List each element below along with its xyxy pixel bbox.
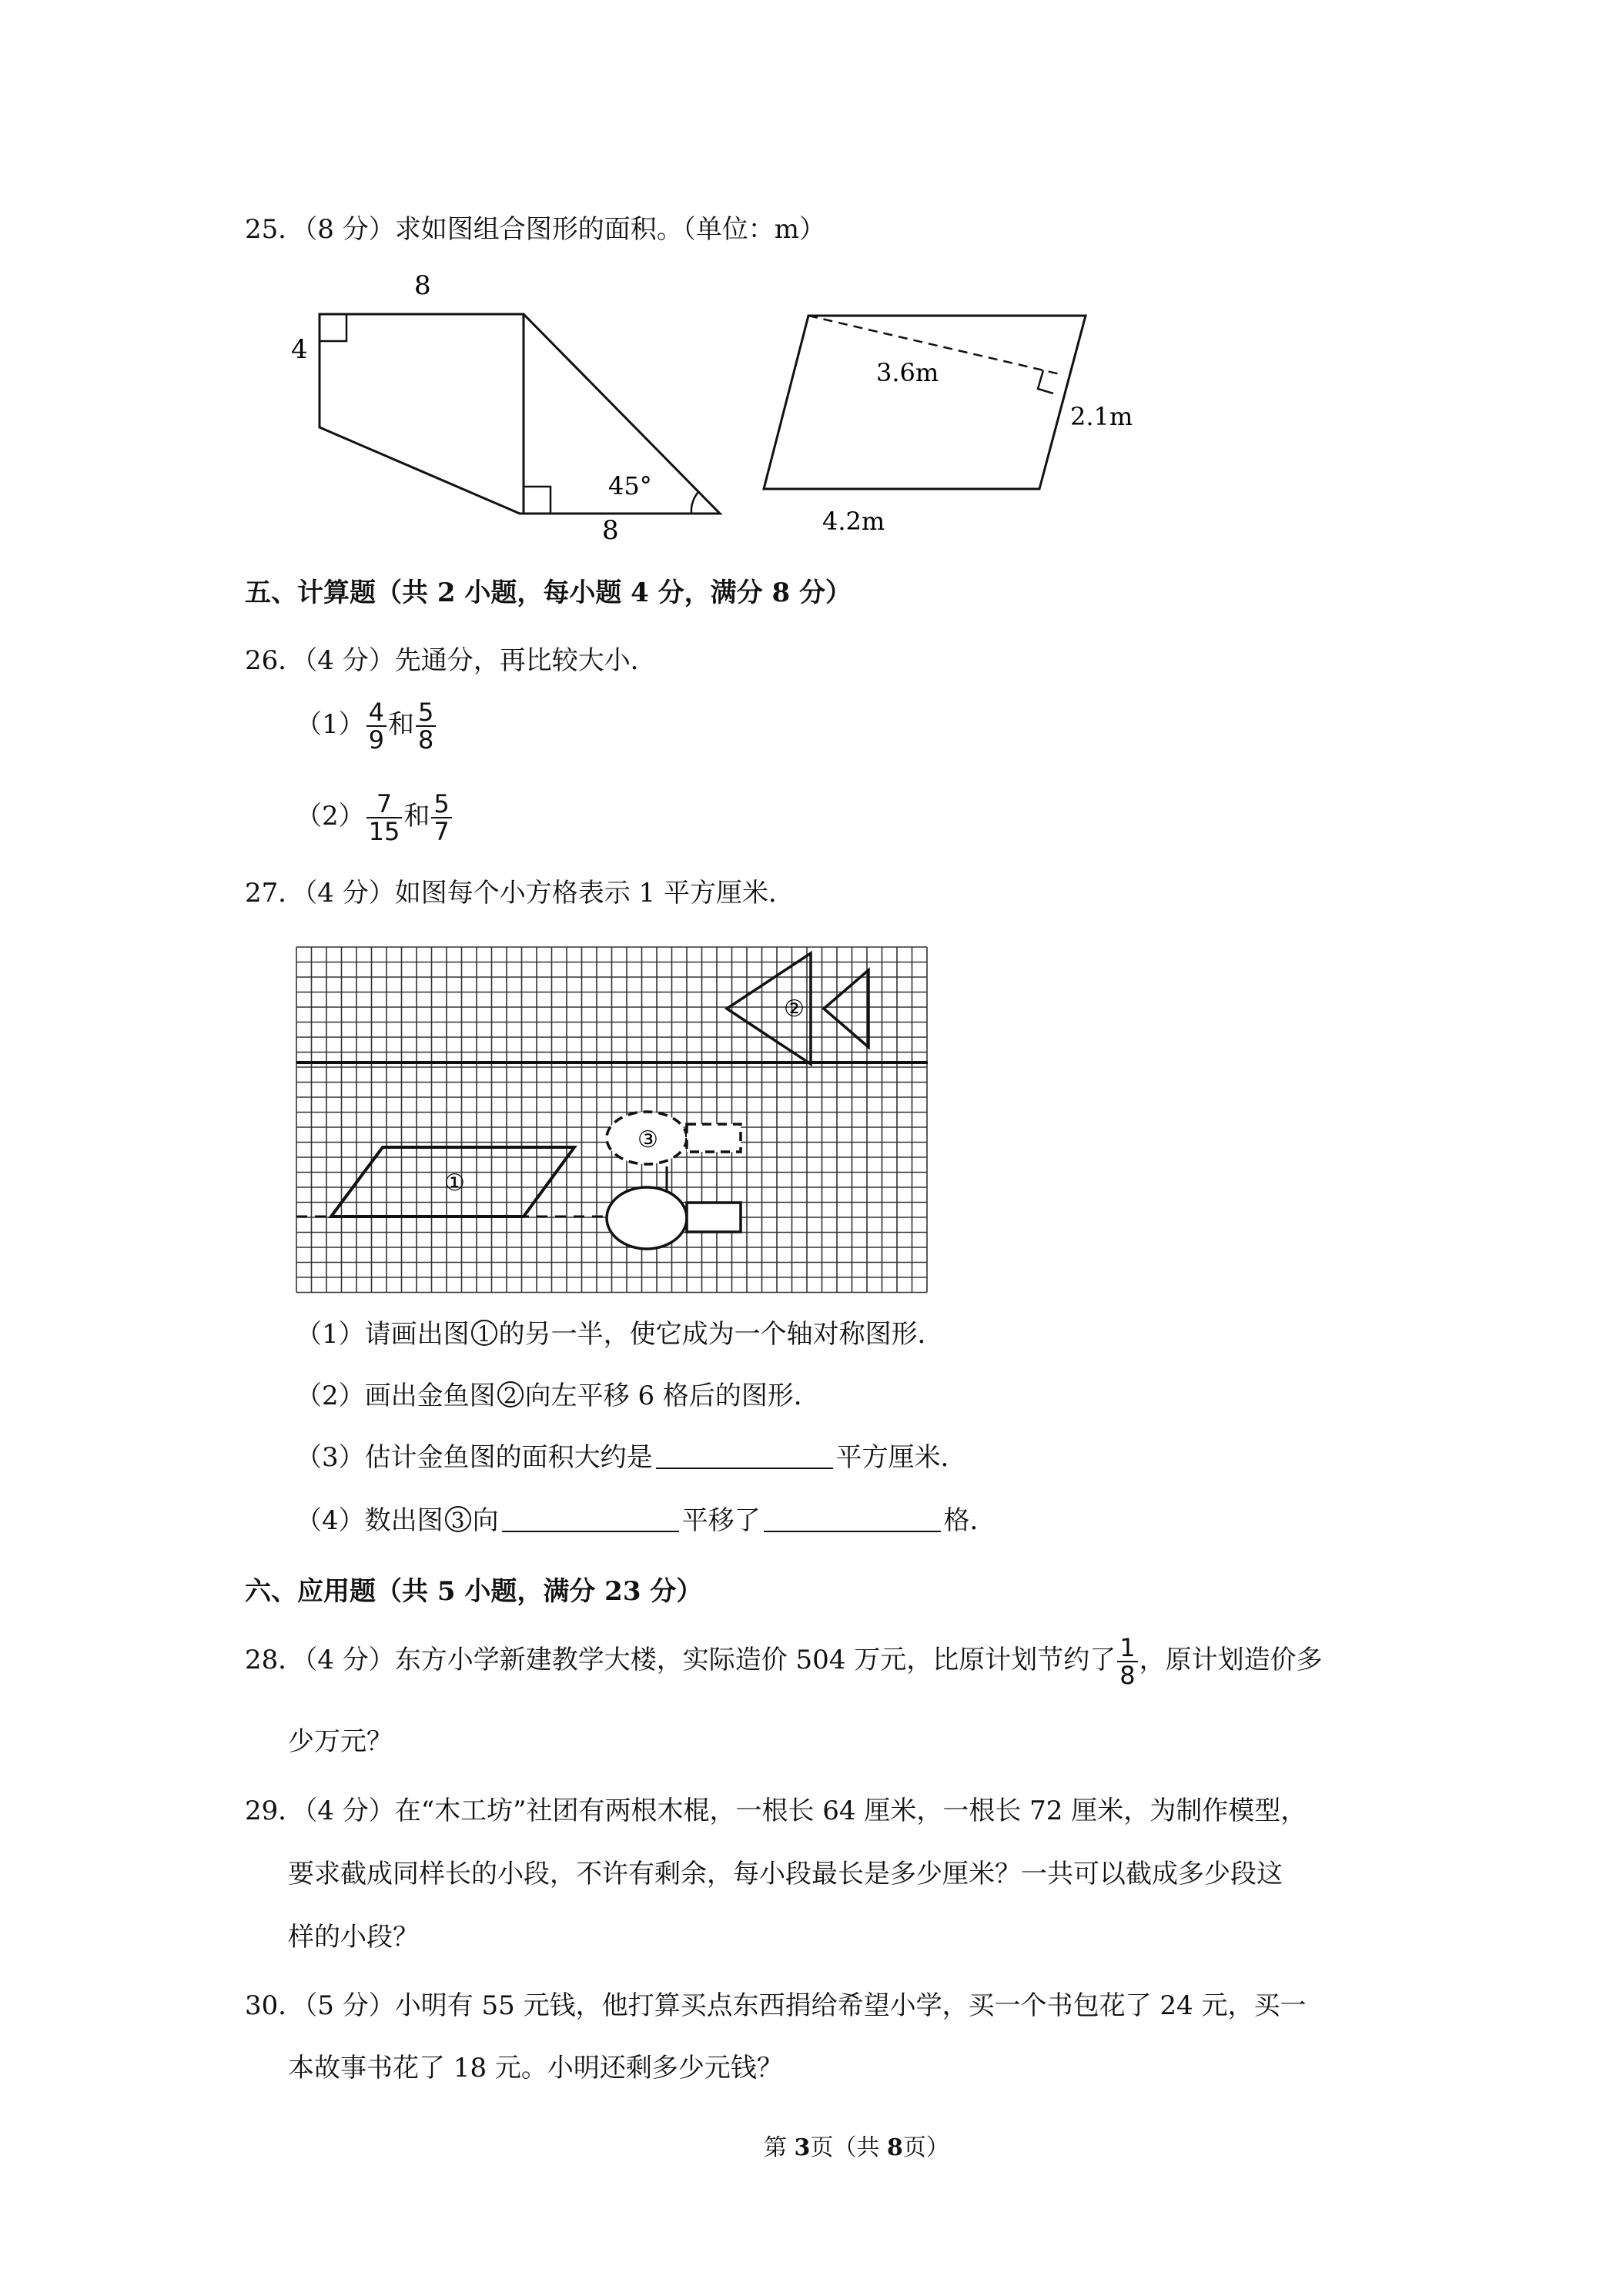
right-angle-mark xyxy=(320,314,346,341)
question-29-line-3: 样的小段？ xyxy=(288,1922,419,1953)
goldfish-3-body xyxy=(607,1187,687,1249)
square-grid xyxy=(296,947,927,1293)
page-total: 8 xyxy=(886,2134,903,2161)
goldfish-3-tail xyxy=(687,1203,741,1232)
goldfish-2-marker: ② xyxy=(784,996,805,1022)
q26-part-1 xyxy=(296,697,437,753)
question-30-line-1: 30．（5 分）小明有 55 元钱，他打算买点东西捐给希望小学，买一个书包花了 24 元，买一 xyxy=(245,1990,1307,2021)
answer-blank[interactable] xyxy=(764,1508,941,1532)
grid-figure xyxy=(285,939,932,1301)
fraction: $\frac{5}{7}$ xyxy=(431,791,451,845)
q27-part-2: （2）画出金鱼图 2 向左平移 6 格后的图形． xyxy=(296,1381,820,1411)
angle-arc xyxy=(691,491,699,514)
circled-number: 2 xyxy=(497,1381,524,1407)
and-word: 和 xyxy=(403,801,430,832)
q27-part-3: （3）估计金鱼图的面积大约是 平方厘米． xyxy=(296,1442,967,1473)
part-label: （1） xyxy=(296,709,365,740)
answer-blank[interactable] xyxy=(656,1444,833,1469)
base-label: 4.2m xyxy=(822,507,885,536)
circled-number: 3 xyxy=(445,1506,471,1532)
question-29-line-1: 29．（4 分）在“木工坊”社团有两根木棍，一根长 64 厘米，一根长 72 厘米，为制作模型， xyxy=(245,1796,1307,1826)
question-29-line-2: 要求截成同样长的小段，不许有剩余，每小段最长是多少厘米？一共可以截成多少段这 xyxy=(288,1859,1283,1889)
q27-part-1: （1）请画出图 1 的另一半，使它成为一个轴对称图形． xyxy=(296,1319,944,1350)
q27-part-4: （4）数出图 3 向 平移了 格． xyxy=(296,1505,996,1536)
left-length-label: 4 xyxy=(291,334,308,365)
fraction: $\frac{1}{8}$ xyxy=(1117,1635,1137,1689)
question-27: 27．（4 分）如图每个小方格表示 1 平方厘米． xyxy=(245,878,795,909)
section-5-title: 五、计算题（共 2 小题，每小题 4 分，满分 8 分） xyxy=(245,577,852,608)
figure-1-marker: ① xyxy=(444,1170,465,1197)
bottom-length-label: 8 xyxy=(602,515,619,546)
q26-part-2 xyxy=(296,788,453,845)
and-word: 和 xyxy=(388,709,414,740)
right-angle-mark xyxy=(1038,370,1053,393)
fraction: $\frac{7}{15}$ xyxy=(366,791,403,845)
question-30-line-2: 本故事书花了 18 元。小明还剩多少元钱？ xyxy=(288,2053,783,2083)
section-6-title: 六、应用题（共 5 小题，满分 23 分） xyxy=(245,1576,703,1607)
goldfish-3-tail-dashed xyxy=(687,1124,741,1152)
trapezoid-triangle-outline xyxy=(320,314,720,514)
height-label: 3.6m xyxy=(876,358,939,387)
question-25: 25．（8 分）求如图组合图形的面积。（单位：m） xyxy=(245,214,825,245)
parallelogram-outline xyxy=(764,316,1086,489)
question-26: 26．（4 分）先通分，再比较大小． xyxy=(245,645,657,676)
angle-label: 45° xyxy=(608,471,652,500)
top-length-label: 8 xyxy=(414,270,431,301)
goldfish-2-tail xyxy=(824,970,868,1047)
composite-figure xyxy=(285,262,731,547)
right-angle-mark xyxy=(524,487,550,514)
circled-number: 1 xyxy=(471,1320,497,1346)
question-28-line-2: 少万元？ xyxy=(288,1726,393,1757)
page-footer: 第 3页（共 8页） xyxy=(764,2134,949,2161)
goldfish-3-marker: ③ xyxy=(637,1126,658,1153)
fraction: $\frac{4}{9}$ xyxy=(366,699,387,753)
fraction: $\frac{5}{8}$ xyxy=(416,699,436,753)
part-label: （2） xyxy=(296,801,365,832)
answer-blank[interactable] xyxy=(502,1508,679,1532)
page-number: 3 xyxy=(794,2134,811,2161)
side-label: 2.1m xyxy=(1070,402,1133,431)
parallelogram-figure xyxy=(755,300,1155,547)
question-28-line-1: 28．（4 分）东方小学新建教学大楼，实际造价 504 万元，比原计划节约了 $\frac{1}{8}$ ，原计划造价多 xyxy=(245,1633,1323,1690)
